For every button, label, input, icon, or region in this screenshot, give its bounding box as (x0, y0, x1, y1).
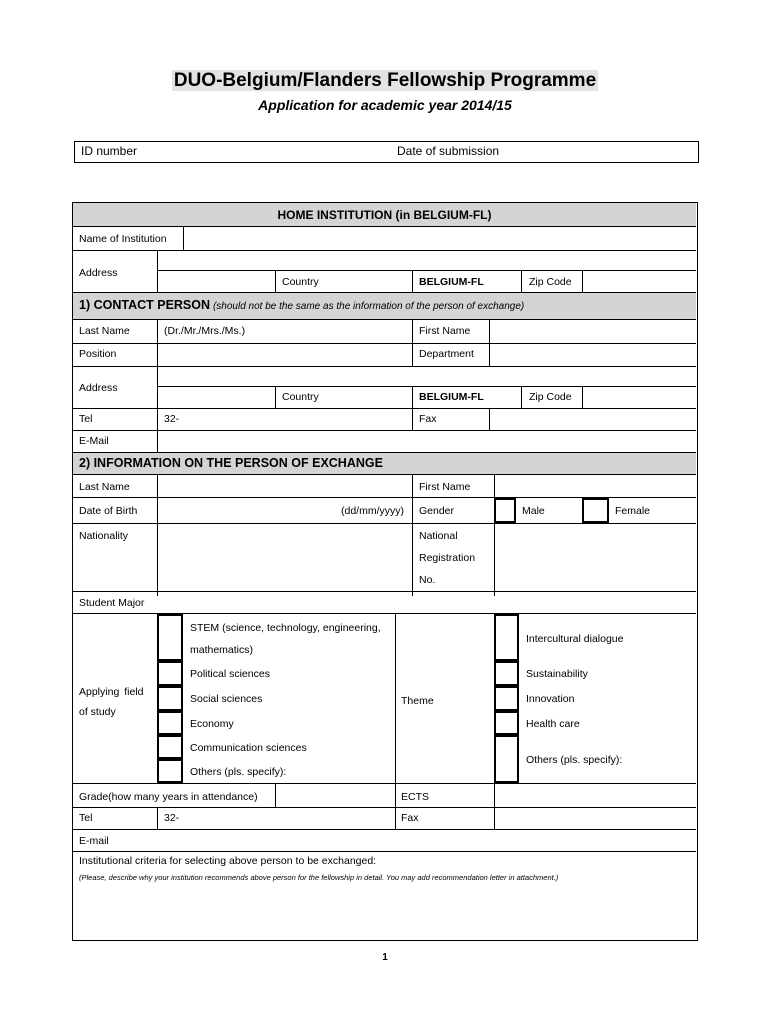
theme-innovation-checkbox[interactable] (494, 686, 519, 711)
contact-tel-label: Tel (79, 413, 93, 425)
institutional-criteria-label: Institutional criteria for selecting above person to be exchanged: (79, 855, 377, 867)
theme-health-care-checkbox[interactable] (494, 711, 519, 735)
contact-zip-label: Zip Code (529, 391, 572, 403)
date-of-submission-label: Date of submission (397, 144, 500, 158)
student-major-label: Student Major (79, 597, 145, 609)
contact-email-field[interactable] (158, 431, 696, 452)
institution-zip-label: Zip Code (529, 276, 572, 288)
exchange-last-name-field[interactable] (158, 476, 412, 497)
theme-innovation-label: Innovation (526, 693, 575, 705)
contact-fax-field[interactable] (490, 409, 696, 430)
theme-sustainability-label: Sustainability (526, 668, 588, 680)
exchange-person-heading: 2) INFORMATION ON THE PERSON OF EXCHANGE (79, 456, 383, 470)
applying-field-label-line1: Applying field (79, 686, 144, 698)
field-others-checkbox[interactable] (157, 759, 183, 783)
national-registration-field[interactable] (495, 524, 696, 596)
theme-others-checkbox[interactable] (494, 735, 519, 783)
contact-position-label: Position (79, 348, 117, 360)
field-others-label: Others (pls. specify): (190, 766, 287, 778)
theme-intercultural-label: Intercultural dialogue (526, 633, 624, 645)
document-title: DUO-Belgium/Flanders Fellowship Programme (173, 70, 597, 91)
field-economy-label: Economy (190, 718, 234, 730)
institution-zip-field[interactable] (583, 271, 696, 292)
institution-address-field[interactable] (158, 251, 696, 269)
field-communication-sciences-checkbox[interactable] (157, 735, 183, 759)
field-stem-label-line2: mathematics) (190, 644, 254, 656)
field-political-sciences-checkbox[interactable] (157, 661, 183, 686)
national-registration-label-line3: No. (419, 574, 436, 586)
theme-label: Theme (401, 695, 434, 707)
date-of-birth-label: Date of Birth (79, 505, 138, 517)
exchange-tel-label: Tel (79, 812, 93, 824)
application-form (72, 202, 698, 941)
field-social-sciences-checkbox[interactable] (157, 686, 183, 711)
id-number-label: ID number (81, 144, 138, 158)
gender-label: Gender (419, 505, 455, 517)
contact-first-name-field[interactable] (490, 321, 696, 343)
exchange-first-name-label: First Name (419, 481, 471, 493)
ects-field[interactable] (495, 784, 696, 807)
home-institution-heading: HOME INSTITUTION (in BELGIUM-FL) (277, 208, 492, 222)
id-box (74, 141, 699, 163)
ects-label: ECTS (401, 791, 430, 803)
institution-name-field[interactable] (184, 228, 696, 250)
theme-intercultural-checkbox[interactable] (494, 614, 519, 661)
contact-email-label: E-Mail (79, 435, 109, 447)
institution-country-value: BELGIUM-FL (419, 276, 484, 288)
contact-zip-field[interactable] (583, 387, 696, 408)
institution-country-label: Country (282, 276, 319, 288)
grade-label: Grade(how many years in attendance) (79, 791, 258, 803)
field-economy-checkbox[interactable] (157, 711, 183, 735)
institution-address-label: Address (79, 267, 118, 279)
contact-position-field[interactable] (158, 344, 412, 366)
national-registration-label-line2: Registration (419, 552, 476, 564)
contact-person-note: (should not be the same as the information of the person of exchange) (212, 301, 525, 312)
female-label: Female (615, 505, 651, 517)
contact-department-label: Department (419, 348, 474, 360)
grade-field[interactable] (276, 784, 395, 807)
date-of-birth-format-hint[interactable]: (dd/mm/yyyy) (341, 505, 404, 517)
male-checkbox[interactable] (494, 498, 516, 523)
contact-person-heading: 1) CONTACT PERSON (79, 298, 211, 312)
exchange-last-name-label: Last Name (79, 481, 130, 493)
contact-department-field[interactable] (490, 344, 696, 366)
institutional-criteria-note: (Please, describe why your institution recommends above person for the fellowship in detail. You may add recommendation letter in attachment.) (79, 873, 559, 882)
document-subtitle: Application for academic year 2014/15 (258, 97, 512, 113)
institutional-criteria-field[interactable] (73, 887, 696, 939)
exchange-fax-field[interactable] (495, 808, 696, 829)
page-number: 1 (382, 952, 388, 963)
theme-sustainability-checkbox[interactable] (494, 661, 519, 686)
contact-fax-label: Fax (419, 413, 437, 425)
contact-last-name-label: Last Name (79, 325, 130, 337)
applying-field-label-line2: of study (79, 706, 116, 718)
national-registration-label-line1: National (419, 530, 458, 542)
field-communication-sciences-label: Communication sciences (190, 742, 307, 754)
contact-address-field[interactable] (158, 367, 696, 385)
theme-others-label: Others (pls. specify): (526, 754, 623, 766)
theme-health-care-label: Health care (526, 718, 580, 730)
contact-address-label: Address (79, 382, 118, 394)
contact-first-name-label: First Name (419, 325, 471, 337)
exchange-email-field[interactable] (113, 830, 696, 851)
female-checkbox[interactable] (582, 498, 609, 523)
nationality-label: Nationality (79, 530, 129, 542)
contact-title-hint[interactable]: (Dr./Mr./Mrs./Ms.) (164, 325, 246, 337)
institution-name-label: Name of Institution (79, 233, 167, 245)
exchange-tel-field[interactable]: 32- (164, 812, 180, 824)
field-political-sciences-label: Political sciences (190, 668, 270, 680)
field-stem-checkbox[interactable] (157, 614, 183, 661)
contact-country-label: Country (282, 391, 319, 403)
contact-country-value: BELGIUM-FL (419, 391, 484, 403)
contact-tel-field[interactable]: 32- (164, 413, 180, 425)
exchange-email-label: E-mail (79, 835, 109, 847)
exchange-fax-label: Fax (401, 812, 419, 824)
exchange-first-name-field[interactable] (495, 476, 696, 497)
nationality-field[interactable] (158, 524, 412, 596)
field-social-sciences-label: Social sciences (190, 693, 263, 705)
field-stem-label: STEM (science, technology, engineering, (190, 622, 381, 634)
student-major-field[interactable] (158, 592, 696, 613)
male-label: Male (522, 505, 545, 517)
